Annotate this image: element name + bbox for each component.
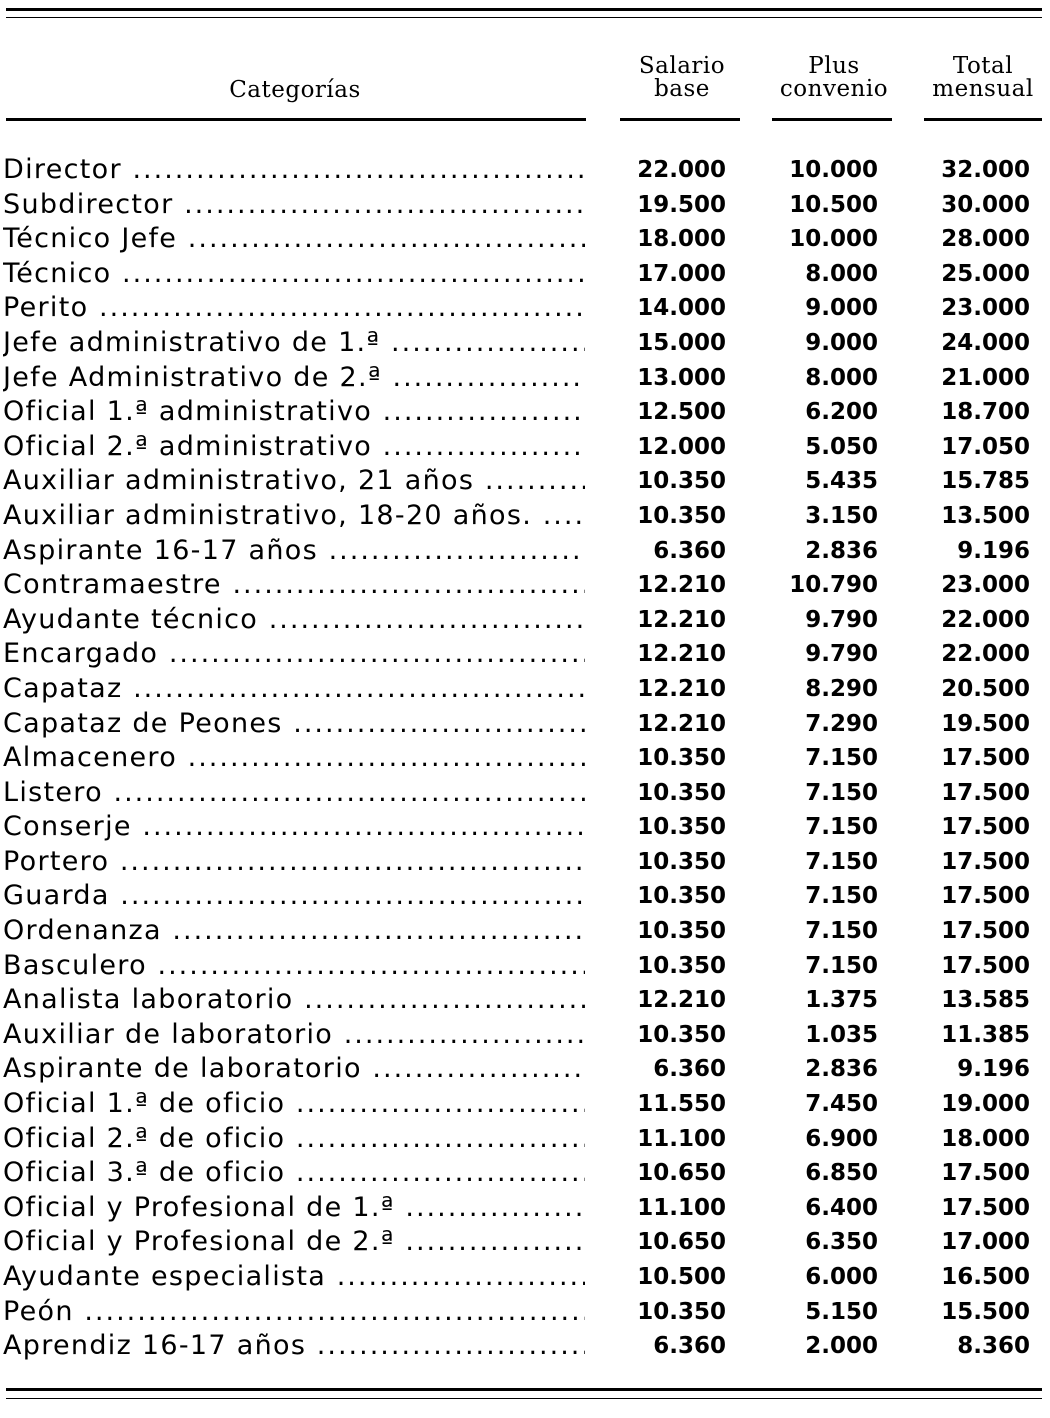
cell-plus-convenio: 7.150 <box>805 952 878 979</box>
cell-plus-convenio: 8.000 <box>805 260 878 287</box>
cell-total-mensual: 17.500 <box>941 745 1030 772</box>
cell-salario-base: 10.350 <box>637 883 726 910</box>
cell-salario-base: 13.000 <box>637 364 726 391</box>
cell-salario-base: 10.350 <box>637 848 726 875</box>
cell-plus-convenio: 6.350 <box>805 1229 878 1256</box>
cell-plus-convenio: 2.836 <box>805 1056 878 1083</box>
cell-plus-convenio: 7.150 <box>805 779 878 806</box>
cell-salario-base: 10.650 <box>637 1229 726 1256</box>
header-salario-base <box>606 55 758 101</box>
bottom-double-rule-upper <box>6 1388 1042 1391</box>
cell-total-mensual: 22.000 <box>941 641 1030 668</box>
cell-salario-base: 10.500 <box>637 1264 726 1290</box>
cell-categoria: Auxiliar de laboratorio ..... <box>3 1018 585 1053</box>
cell-categoria: Técnico Jefe ..... <box>3 222 585 257</box>
cell-salario-base: 11.550 <box>637 1091 726 1118</box>
cell-total-mensual: 13.585 <box>941 987 1030 1014</box>
cell-categoria: Peón ..... <box>3 1295 585 1330</box>
cell-categoria: Contramaestre ..... <box>3 568 585 603</box>
bottom-double-rule-lower <box>6 1398 1042 1399</box>
cell-salario-base: 12.210 <box>637 710 726 737</box>
table-row <box>0 741 1050 776</box>
cell-salario-base: 15.000 <box>637 329 726 356</box>
header-rule-total-mensual <box>924 118 1042 121</box>
cell-salario-base: 12.210 <box>637 572 726 599</box>
cell-total-mensual: 17.500 <box>941 814 1030 841</box>
cell-salario-base: 10.350 <box>637 745 726 772</box>
cell-salario-base: 11.100 <box>637 1125 726 1152</box>
cell-categoria: Ayudante especialista ..... <box>3 1260 585 1295</box>
cell-total-mensual: 17.500 <box>941 779 1030 806</box>
table-row <box>0 430 1050 465</box>
cell-categoria: Oficial 3.ª de oficio ..... <box>3 1156 585 1191</box>
cell-plus-convenio: 6.000 <box>805 1264 878 1290</box>
cell-plus-convenio: 2.836 <box>805 537 878 564</box>
cell-plus-convenio: 8.000 <box>805 364 878 391</box>
table-row <box>0 361 1050 396</box>
cell-plus-convenio: 10.000 <box>789 157 878 183</box>
top-double-rule-upper <box>6 8 1042 11</box>
cell-total-mensual: 17.500 <box>941 1160 1030 1187</box>
table-row <box>0 188 1050 223</box>
cell-salario-base: 12.210 <box>637 675 726 702</box>
cell-salario-base: 6.360 <box>653 537 726 564</box>
table-row <box>0 1156 1050 1191</box>
cell-total-mensual: 17.500 <box>941 1194 1030 1221</box>
cell-salario-base: 11.100 <box>637 1194 726 1221</box>
cell-total-mensual: 24.000 <box>941 329 1030 356</box>
cell-salario-base: 10.350 <box>637 918 726 945</box>
cell-categoria: Aprendiz 16-17 años ..... <box>3 1329 585 1364</box>
table-row <box>0 1225 1050 1260</box>
table-row <box>0 1329 1050 1364</box>
cell-total-mensual: 17.000 <box>941 1229 1030 1256</box>
cell-total-mensual: 9.196 <box>957 1056 1030 1083</box>
header-rule-salario-base <box>620 118 740 121</box>
table-row <box>0 672 1050 707</box>
cell-salario-base: 10.650 <box>637 1160 726 1187</box>
cell-plus-convenio: 9.790 <box>805 641 878 668</box>
cell-total-mensual: 19.500 <box>941 710 1030 737</box>
cell-plus-convenio: 6.900 <box>805 1125 878 1152</box>
cell-categoria: Encargado ..... <box>3 637 585 672</box>
cell-categoria: Oficial 1.ª administrativo ..... <box>3 395 585 430</box>
cell-total-mensual: 28.000 <box>941 226 1030 253</box>
cell-categoria: Oficial 2.ª administrativo ..... <box>3 430 585 465</box>
table-row <box>0 464 1050 499</box>
table-row <box>0 845 1050 880</box>
cell-categoria: Ordenanza ..... <box>3 914 585 949</box>
cell-plus-convenio: 7.150 <box>805 883 878 910</box>
cell-plus-convenio: 6.400 <box>805 1194 878 1221</box>
cell-categoria: Capataz de Peones ..... <box>3 707 585 742</box>
cell-plus-convenio: 7.290 <box>805 710 878 737</box>
table-row <box>0 914 1050 949</box>
cell-plus-convenio: 10.000 <box>789 226 878 253</box>
cell-salario-base: 10.350 <box>637 952 726 979</box>
cell-salario-base: 10.350 <box>637 468 726 495</box>
cell-total-mensual: 13.500 <box>941 502 1030 529</box>
cell-total-mensual: 22.000 <box>941 606 1030 633</box>
header-categorias <box>100 79 490 102</box>
table-row <box>0 1122 1050 1157</box>
cell-plus-convenio: 5.050 <box>805 433 878 460</box>
table-row <box>0 810 1050 845</box>
cell-plus-convenio: 7.150 <box>805 814 878 841</box>
header-plus-convenio-line1: Plus <box>808 53 860 79</box>
cell-total-mensual: 25.000 <box>941 260 1030 287</box>
cell-categoria: Jefe Administrativo de 2.ª ..... <box>3 361 585 396</box>
table-body <box>0 153 1050 1364</box>
cell-plus-convenio: 1.035 <box>805 1021 878 1048</box>
cell-categoria: Director ..... <box>3 153 585 188</box>
cell-plus-convenio: 10.500 <box>789 191 878 218</box>
cell-total-mensual: 8.360 <box>957 1333 1030 1360</box>
cell-total-mensual: 32.000 <box>941 157 1030 183</box>
header-rule-plus-convenio <box>772 118 892 121</box>
header-categorias-label: Categorías <box>229 77 361 103</box>
cell-categoria: Oficial y Profesional de 2.ª ..... <box>3 1225 585 1260</box>
table-row <box>0 603 1050 638</box>
cell-total-mensual: 17.500 <box>941 918 1030 945</box>
table-row <box>0 949 1050 984</box>
table-row <box>0 1087 1050 1122</box>
cell-categoria: Subdirector ..... <box>3 188 585 223</box>
table-row <box>0 1018 1050 1053</box>
cell-categoria: Oficial 2.ª de oficio ..... <box>3 1122 585 1157</box>
cell-salario-base: 10.350 <box>637 814 726 841</box>
cell-categoria: Portero ..... <box>3 845 585 880</box>
cell-categoria: Oficial 1.ª de oficio ..... <box>3 1087 585 1122</box>
cell-salario-base: 18.000 <box>637 226 726 253</box>
cell-salario-base: 6.360 <box>653 1056 726 1083</box>
cell-categoria: Aspirante de laboratorio ..... <box>3 1052 585 1087</box>
cell-total-mensual: 17.500 <box>941 883 1030 910</box>
cell-categoria: Listero ..... <box>3 776 585 811</box>
table-row <box>0 326 1050 361</box>
cell-salario-base: 10.350 <box>637 502 726 529</box>
header-salario-base-line1: Salario <box>638 53 726 79</box>
cell-salario-base: 12.000 <box>637 433 726 460</box>
cell-total-mensual: 17.500 <box>941 952 1030 979</box>
cell-total-mensual: 30.000 <box>941 191 1030 218</box>
cell-total-mensual: 20.500 <box>941 675 1030 702</box>
table-row <box>0 637 1050 672</box>
cell-salario-base: 6.360 <box>653 1333 726 1360</box>
header-total-mensual-line1: Total <box>952 53 1014 79</box>
cell-salario-base: 19.500 <box>637 191 726 218</box>
cell-categoria: Analista laboratorio ..... <box>3 983 585 1018</box>
cell-plus-convenio: 7.450 <box>805 1091 878 1118</box>
cell-categoria: Guarda ..... <box>3 879 585 914</box>
header-plus-convenio <box>758 55 910 101</box>
table-row <box>0 568 1050 603</box>
table-row <box>0 1191 1050 1226</box>
cell-salario-base: 12.500 <box>637 399 726 426</box>
table-row <box>0 291 1050 326</box>
cell-plus-convenio: 7.150 <box>805 848 878 875</box>
cell-categoria: Ayudante técnico ..... <box>3 603 585 638</box>
cell-salario-base: 14.000 <box>637 295 726 322</box>
cell-categoria: Auxiliar administrativo, 18-20 años. ..... <box>3 499 585 534</box>
cell-total-mensual: 9.196 <box>957 537 1030 564</box>
cell-categoria: Oficial y Profesional de 1.ª ..... <box>3 1191 585 1226</box>
cell-salario-base: 10.350 <box>637 1298 726 1325</box>
cell-total-mensual: 23.000 <box>941 572 1030 599</box>
cell-plus-convenio: 8.290 <box>805 675 878 702</box>
cell-salario-base: 17.000 <box>637 260 726 287</box>
cell-total-mensual: 11.385 <box>941 1021 1030 1048</box>
cell-total-mensual: 18.700 <box>941 399 1030 426</box>
table-row <box>0 257 1050 292</box>
cell-categoria: Técnico ..... <box>3 257 585 292</box>
table-row <box>0 499 1050 534</box>
cell-plus-convenio: 2.000 <box>805 1333 878 1360</box>
table-row <box>0 707 1050 742</box>
table-row <box>0 1052 1050 1087</box>
cell-salario-base: 12.210 <box>637 987 726 1014</box>
cell-categoria: Conserje ..... <box>3 810 585 845</box>
cell-total-mensual: 19.000 <box>941 1091 1030 1118</box>
cell-plus-convenio: 10.790 <box>789 572 878 599</box>
cell-plus-convenio: 9.000 <box>805 329 878 356</box>
table-row <box>0 1295 1050 1330</box>
cell-total-mensual: 18.000 <box>941 1125 1030 1152</box>
cell-categoria: Auxiliar administrativo, 21 años ..... <box>3 464 585 499</box>
cell-categoria: Capataz ..... <box>3 672 585 707</box>
cell-salario-base: 10.350 <box>637 1021 726 1048</box>
cell-categoria: Almacenero ..... <box>3 741 585 776</box>
top-double-rule-lower <box>6 17 1042 18</box>
cell-plus-convenio: 7.150 <box>805 918 878 945</box>
header-plus-convenio-line2: convenio <box>779 76 889 102</box>
cell-categoria: Jefe administrativo de 1.ª ..... <box>3 326 585 361</box>
cell-plus-convenio: 9.790 <box>805 606 878 633</box>
cell-plus-convenio: 6.200 <box>805 399 878 426</box>
header-total-mensual-line2: mensual <box>932 76 1034 102</box>
cell-salario-base: 10.350 <box>637 779 726 806</box>
table-row <box>0 395 1050 430</box>
table-row <box>0 222 1050 257</box>
table-row <box>0 153 1050 188</box>
cell-total-mensual: 23.000 <box>941 295 1030 322</box>
cell-categoria: Aspirante 16-17 años ..... <box>3 534 585 569</box>
cell-plus-convenio: 9.000 <box>805 295 878 322</box>
cell-plus-convenio: 3.150 <box>805 502 878 529</box>
table-row <box>0 776 1050 811</box>
cell-plus-convenio: 5.150 <box>805 1298 878 1325</box>
cell-plus-convenio: 7.150 <box>805 745 878 772</box>
header-total-mensual <box>910 55 1050 101</box>
cell-salario-base: 12.210 <box>637 641 726 668</box>
cell-total-mensual: 17.500 <box>941 848 1030 875</box>
table-row <box>0 983 1050 1018</box>
cell-plus-convenio: 1.375 <box>805 987 878 1014</box>
cell-total-mensual: 15.500 <box>941 1298 1030 1325</box>
cell-salario-base: 22.000 <box>637 157 726 183</box>
table-row <box>0 534 1050 569</box>
cell-total-mensual: 17.050 <box>941 433 1030 460</box>
table-row <box>0 879 1050 914</box>
cell-categoria: Basculero ..... <box>3 949 585 984</box>
cell-plus-convenio: 5.435 <box>805 468 878 495</box>
cell-total-mensual: 16.500 <box>941 1264 1030 1290</box>
cell-total-mensual: 15.785 <box>941 468 1030 495</box>
header-salario-base-line2: base <box>654 76 710 102</box>
cell-salario-base: 12.210 <box>637 606 726 633</box>
cell-plus-convenio: 6.850 <box>805 1160 878 1187</box>
cell-total-mensual: 21.000 <box>941 364 1030 391</box>
table-row <box>0 1260 1050 1295</box>
header-rule-categorias <box>6 118 586 121</box>
cell-categoria: Perito ..... <box>3 291 585 326</box>
